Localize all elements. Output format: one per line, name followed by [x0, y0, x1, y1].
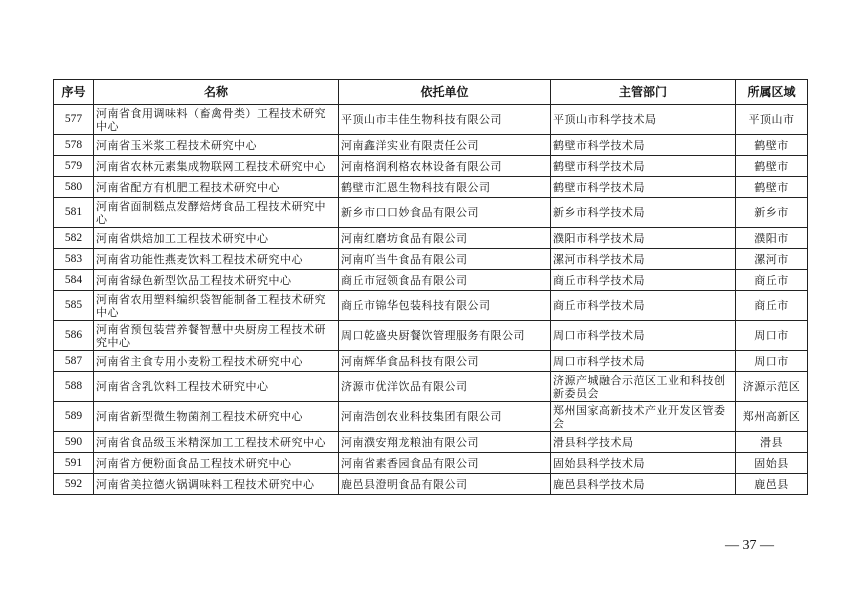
cell-name: 河南省农林元素集成物联网工程技术研究中心	[94, 156, 339, 177]
cell-index: 581	[54, 198, 94, 228]
cell-host-unit: 河南濮安翔龙粮油有限公司	[339, 432, 551, 453]
cell-host-unit: 商丘市锦华包装科技有限公司	[339, 291, 551, 321]
cell-region: 新乡市	[736, 198, 808, 228]
cell-region: 周口市	[736, 321, 808, 351]
cell-name: 河南省食品级玉米精深加工工程技术研究中心	[94, 432, 339, 453]
cell-department: 商丘市科学技术局	[551, 270, 736, 291]
cell-index: 583	[54, 249, 94, 270]
cell-index: 580	[54, 177, 94, 198]
cell-index: 579	[54, 156, 94, 177]
table-row	[54, 105, 808, 135]
cell-region: 鹤壁市	[736, 135, 808, 156]
cell-host-unit: 周口乾盛央厨餐饮管理服务有限公司	[339, 321, 551, 351]
header-department: 主管部门	[551, 80, 736, 105]
cell-host-unit: 平顶山市丰佳生物科技有限公司	[339, 105, 551, 135]
cell-name: 河南省功能性燕麦饮料工程技术研究中心	[94, 249, 339, 270]
cell-name: 河南省玉米浆工程技术研究中心	[94, 135, 339, 156]
cell-host-unit: 济源市优洋饮品有限公司	[339, 372, 551, 402]
cell-name: 河南省绿色新型饮品工程技术研究中心	[94, 270, 339, 291]
cell-region: 郑州高新区	[736, 402, 808, 432]
cell-region: 漯河市	[736, 249, 808, 270]
table-row	[54, 432, 808, 453]
cell-index: 578	[54, 135, 94, 156]
cell-name: 河南省含乳饮料工程技术研究中心	[94, 372, 339, 402]
table-row	[54, 372, 808, 402]
table-row	[54, 321, 808, 351]
cell-name: 河南省面制糕点发酵焙烤食品工程技术研究中心	[94, 198, 339, 228]
cell-host-unit: 鹿邑县澄明食品有限公司	[339, 474, 551, 495]
cell-department: 鹤壁市科学技术局	[551, 135, 736, 156]
header-host-unit: 依托单位	[339, 80, 551, 105]
table-row	[54, 270, 808, 291]
cell-department: 鹿邑县科学技术局	[551, 474, 736, 495]
cell-index: 577	[54, 105, 94, 135]
cell-department: 周口市科学技术局	[551, 351, 736, 372]
cell-department: 鹤壁市科学技术局	[551, 156, 736, 177]
cell-name: 河南省配方有机肥工程技术研究中心	[94, 177, 339, 198]
cell-region: 鹤壁市	[736, 177, 808, 198]
cell-department: 平顶山市科学技术局	[551, 105, 736, 135]
page-number: — 37 —	[725, 538, 774, 553]
cell-name: 河南省新型微生物菌剂工程技术研究中心	[94, 402, 339, 432]
header-region: 所属区域	[736, 80, 808, 105]
table-row	[54, 156, 808, 177]
cell-department: 鹤壁市科学技术局	[551, 177, 736, 198]
cell-department: 漯河市科学技术局	[551, 249, 736, 270]
cell-host-unit: 鹤壁市汇恩生物科技有限公司	[339, 177, 551, 198]
cell-index: 586	[54, 321, 94, 351]
cell-host-unit: 河南红磨坊食品有限公司	[339, 228, 551, 249]
cell-department: 固始县科学技术局	[551, 453, 736, 474]
cell-region: 商丘市	[736, 291, 808, 321]
table-row	[54, 453, 808, 474]
cell-host-unit: 河南辉华食品科技有限公司	[339, 351, 551, 372]
cell-index: 587	[54, 351, 94, 372]
cell-host-unit: 新乡市口口妙食品有限公司	[339, 198, 551, 228]
cell-department: 商丘市科学技术局	[551, 291, 736, 321]
research-center-table	[53, 79, 808, 495]
cell-index: 590	[54, 432, 94, 453]
cell-index: 585	[54, 291, 94, 321]
cell-host-unit: 河南吖当牛食品有限公司	[339, 249, 551, 270]
cell-name: 河南省农用塑料编织袋智能制备工程技术研究中心	[94, 291, 339, 321]
cell-department: 周口市科学技术局	[551, 321, 736, 351]
cell-index: 582	[54, 228, 94, 249]
table-row	[54, 135, 808, 156]
cell-index: 584	[54, 270, 94, 291]
table-row	[54, 228, 808, 249]
cell-index: 592	[54, 474, 94, 495]
cell-region: 鹤壁市	[736, 156, 808, 177]
header-index: 序号	[54, 80, 94, 105]
cell-department: 郑州国家高新技术产业开发区管委会	[551, 402, 736, 432]
cell-index: 588	[54, 372, 94, 402]
cell-region: 鹿邑县	[736, 474, 808, 495]
cell-name: 河南省主食专用小麦粉工程技术研究中心	[94, 351, 339, 372]
cell-region: 周口市	[736, 351, 808, 372]
cell-department: 济源产城融合示范区工业和科技创新委员会	[551, 372, 736, 402]
cell-name: 河南省美拉德火锅调味料工程技术研究中心	[94, 474, 339, 495]
table-row	[54, 402, 808, 432]
table-row	[54, 351, 808, 372]
cell-region: 平顶山市	[736, 105, 808, 135]
cell-host-unit: 河南浩创农业科技集团有限公司	[339, 402, 551, 432]
cell-name: 河南省预包装营养餐智慧中央厨房工程技术研究中心	[94, 321, 339, 351]
cell-name: 河南省烘焙加工工程技术研究中心	[94, 228, 339, 249]
cell-host-unit: 河南格润利格农林设备有限公司	[339, 156, 551, 177]
cell-host-unit: 商丘市冠领食品有限公司	[339, 270, 551, 291]
cell-host-unit: 河南鑫洋实业有限责任公司	[339, 135, 551, 156]
header-name: 名称	[94, 80, 339, 105]
table-header-row	[54, 80, 808, 105]
cell-department: 濮阳市科学技术局	[551, 228, 736, 249]
table-row	[54, 198, 808, 228]
cell-region: 固始县	[736, 453, 808, 474]
cell-department: 新乡市科学技术局	[551, 198, 736, 228]
cell-host-unit: 河南省素香园食品有限公司	[339, 453, 551, 474]
cell-name: 河南省食用调味料（畜禽骨类）工程技术研究中心	[94, 105, 339, 135]
cell-region: 商丘市	[736, 270, 808, 291]
cell-name: 河南省方便粉面食品工程技术研究中心	[94, 453, 339, 474]
table-row	[54, 474, 808, 495]
table-row	[54, 249, 808, 270]
cell-index: 591	[54, 453, 94, 474]
cell-region: 濮阳市	[736, 228, 808, 249]
table-row	[54, 177, 808, 198]
cell-region: 济源示范区	[736, 372, 808, 402]
cell-region: 滑县	[736, 432, 808, 453]
cell-department: 滑县科学技术局	[551, 432, 736, 453]
table-row	[54, 291, 808, 321]
cell-index: 589	[54, 402, 94, 432]
